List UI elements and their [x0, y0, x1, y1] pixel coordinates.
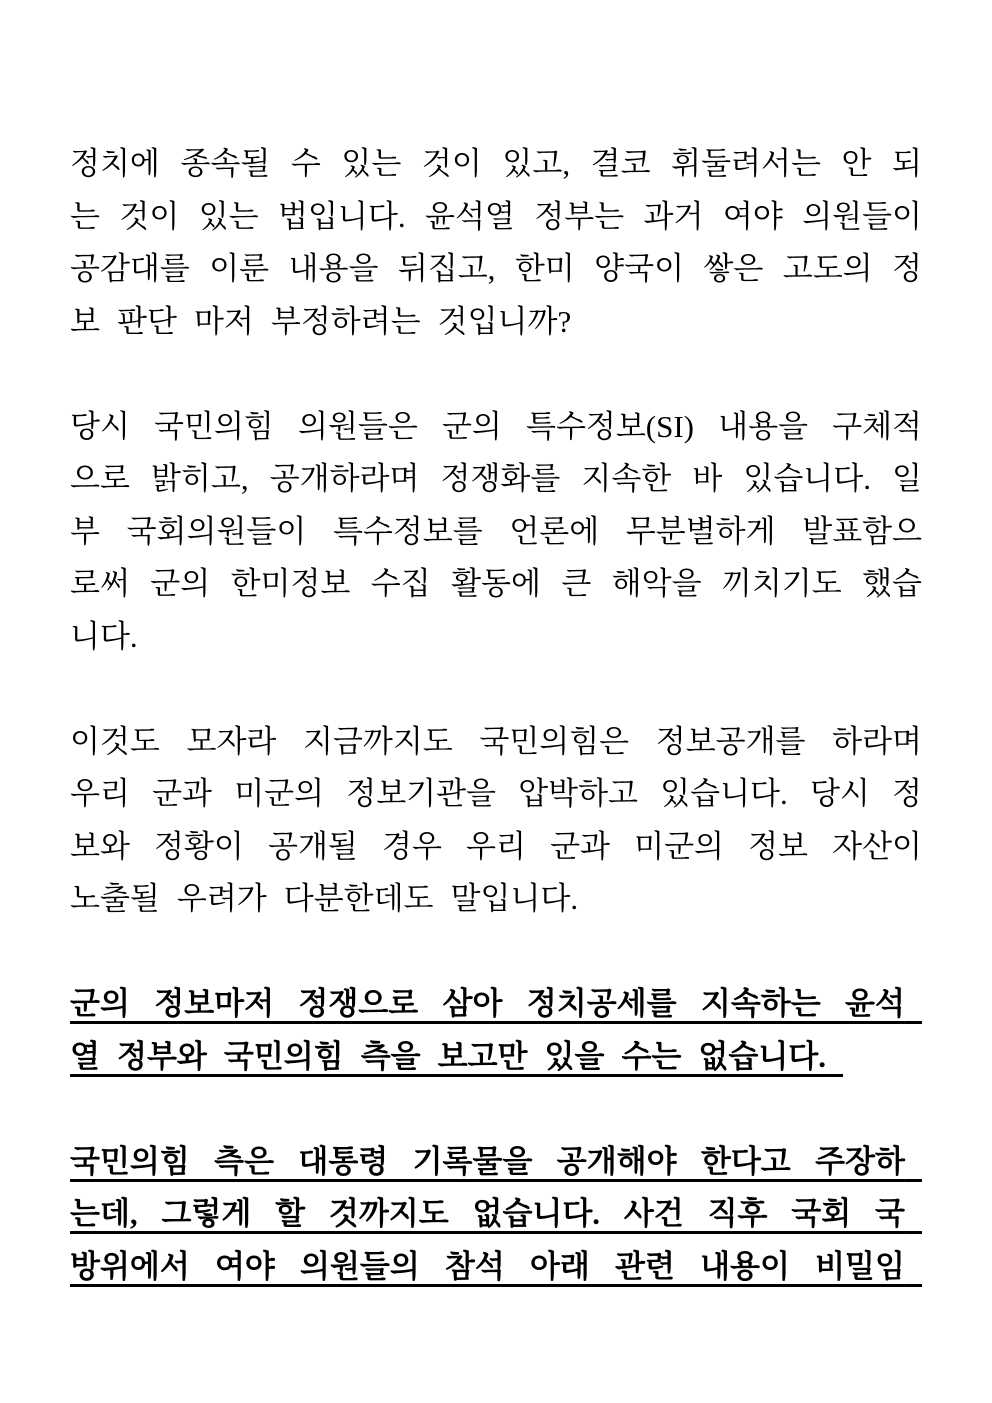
- text-line: 당시 국민의힘 의원들은 군의 특수정보(SI) 내용을 구체적: [70, 408, 922, 444]
- text-line: 보와 정황이 공개될 경우 우리 군과 미군의 정보 자산이: [70, 828, 922, 864]
- text-line: 군의 정보마저 정쟁으로 삼아 정치공세를 지속하는 윤석: [70, 986, 905, 1021]
- text-line: 니다.: [70, 618, 138, 654]
- paragraph-3: [70, 716, 922, 926]
- text-line: 는데, 그렇게 할 것까지도 없습니다. 사건 직후 국회 국: [70, 1196, 905, 1231]
- text-line: 는 것이 있는 법입니다. 윤석열 정부는 과거 여야 의원들이: [70, 198, 922, 234]
- text-line: 열 정부와 국민의힘 측을 보고만 있을 수는 없습니다.: [70, 1038, 826, 1074]
- text-line: 보 판단 마저 부정하려는 것입니까?: [70, 303, 572, 339]
- paragraph-2: [70, 401, 922, 664]
- text-line: 로써 군의 한미정보 수집 활동에 큰 해악을 끼치기도 했습: [70, 566, 922, 601]
- paragraph-5-emphasized: [70, 1136, 922, 1294]
- text-line: 이것도 모자라 지금까지도 국민의힘은 정보공개를 하라며: [70, 723, 922, 759]
- text-line: 우리 군과 미군의 정보기관을 압박하고 있습니다. 당시 정: [70, 776, 922, 811]
- document-body: [70, 138, 922, 1293]
- text-line: 공감대를 이룬 내용을 뒤집고, 한미 양국이 쌓은 고도의 정: [70, 251, 922, 286]
- text-line: 부 국회의원들이 특수정보를 언론에 무분별하게 발표함으: [70, 513, 922, 549]
- text-line: 방위에서 여야 의원들의 참석 아래 관련 내용이 비밀임: [70, 1248, 905, 1284]
- text-line: 국민의힘 측은 대통령 기록물을 공개해야 한다고 주장하: [70, 1143, 905, 1179]
- text-line: 으로 밝히고, 공개하라며 정쟁화를 지속한 바 있습니다. 일: [70, 461, 922, 496]
- paragraph-4-emphasized: [70, 978, 922, 1083]
- text-line: 정치에 종속될 수 있는 것이 있고, 결코 휘둘려서는 안 되: [70, 146, 922, 181]
- paragraph-1: [70, 138, 922, 348]
- text-line: 노출될 우려가 다분한데도 말입니다.: [70, 881, 579, 916]
